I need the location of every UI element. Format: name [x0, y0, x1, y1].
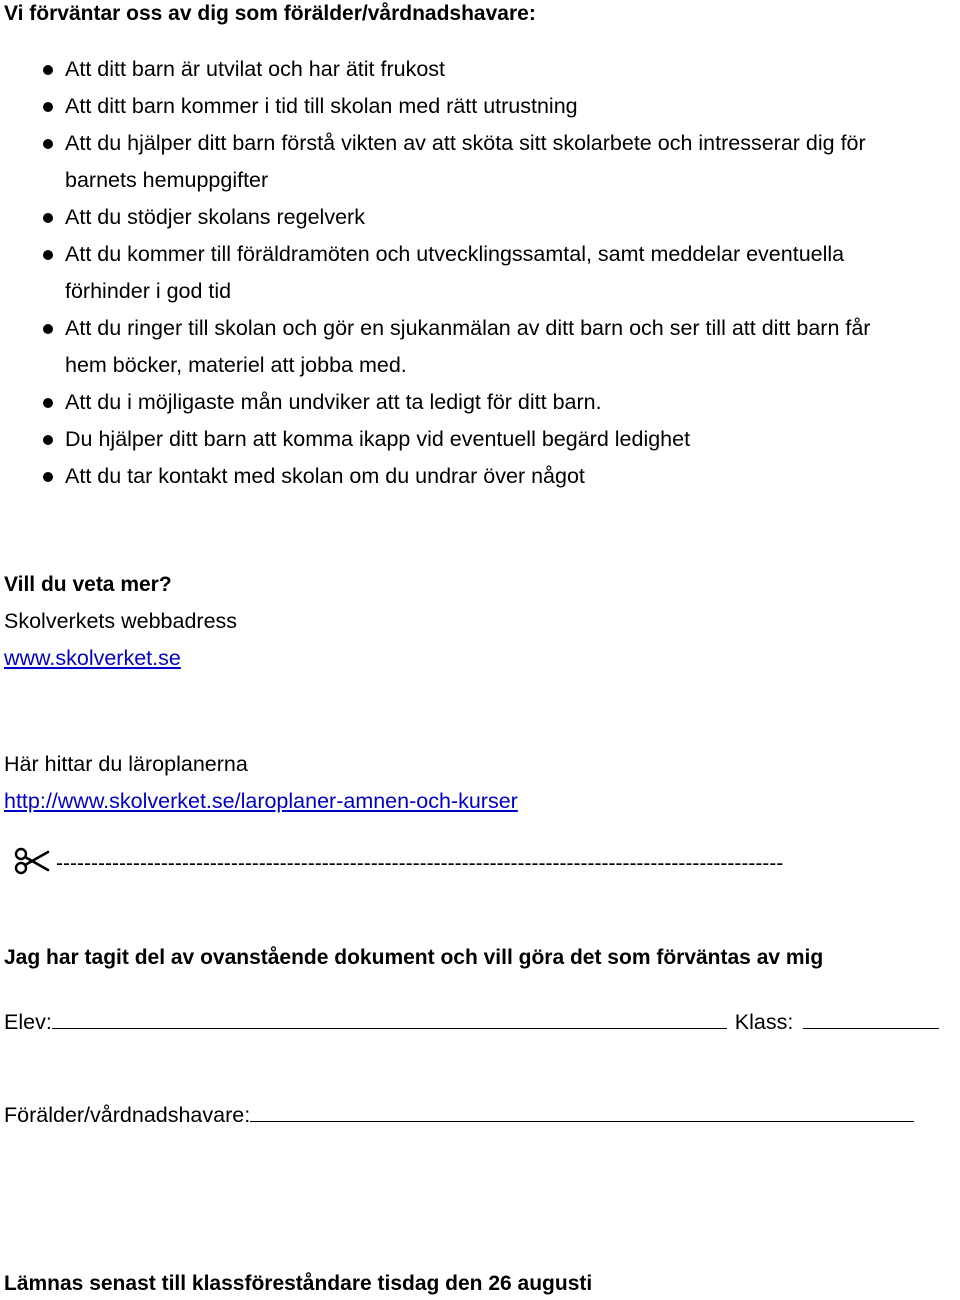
more-info-title: Vill du veta mer?: [4, 573, 172, 596]
list-item: [0, 384, 960, 421]
bullet-icon: [43, 435, 53, 445]
list-item-text: Du hjälper ditt barn att komma ikapp vid eventuell begärd ledighet: [65, 427, 691, 451]
list-item: [0, 236, 960, 310]
list-item-text: Att du tar kontakt med skolan om du undrar över något: [65, 464, 585, 488]
list-item-text: Att du stödjer skolans regelverk: [65, 205, 365, 229]
cut-line: --------------------------------------------------------------------------------------------------------: [56, 852, 784, 875]
guardian-label: Förälder/vårdnadshavare:: [4, 1103, 251, 1127]
list-item: [0, 458, 960, 495]
guardian-row: [4, 1099, 914, 1129]
list-item-text-continued: förhinder i god tid: [65, 279, 232, 303]
expectations-list: [0, 51, 960, 495]
bullet-icon: [43, 472, 53, 482]
acknowledgement-statement: Jag har tagit del av ovanstående dokument och vill göra det som förväntas av mig: [4, 946, 824, 969]
bullet-icon: [43, 65, 53, 75]
list-item-text: Att du ringer till skolan och gör en sjukanmälan av ditt barn och ser till att ditt barn får: [65, 316, 871, 340]
curriculum-label: Här hittar du läroplanerna: [4, 752, 248, 776]
list-item-text: Att du i möjligaste mån undviker att ta ledigt för ditt barn.: [65, 390, 602, 414]
bullet-icon: [43, 324, 53, 334]
student-label: Elev:: [4, 1010, 52, 1034]
bullet-icon: [43, 398, 53, 408]
scissors-icon: [14, 846, 50, 876]
list-item-text: Att ditt barn är utvilat och har ätit frukost: [65, 57, 446, 81]
bullet-icon: [43, 139, 53, 149]
web-address-label: Skolverkets webbadress: [4, 609, 238, 633]
class-label: Klass:: [734, 1010, 794, 1034]
list-item: [0, 310, 960, 384]
guardian-field[interactable]: [250, 1099, 914, 1122]
list-item-text: Att du kommer till föräldramöten och utvecklingssamtal, samt meddelar eventuella: [65, 242, 845, 266]
list-item: [0, 88, 960, 125]
list-item-text: Att ditt barn kommer i tid till skolan med rätt utrustning: [65, 94, 578, 118]
list-item-text-continued: barnets hemuppgifter: [65, 168, 269, 192]
curriculum-link[interactable]: http://www.skolverket.se/laroplaner-amnen-och-kurser: [4, 789, 518, 813]
page-heading: Vi förväntar oss av dig som förälder/vårdnadshavare:: [4, 2, 536, 25]
list-item: [0, 421, 960, 458]
bullet-icon: [43, 250, 53, 260]
bullet-icon: [43, 213, 53, 223]
student-row: [4, 1006, 939, 1036]
list-item: [0, 51, 960, 88]
class-field[interactable]: [803, 1006, 939, 1029]
deadline-note: Lämnas senast till klassföreståndare tisdag den 26 augusti: [4, 1272, 593, 1295]
list-item-text-continued: hem böcker, materiel att jobba med.: [65, 353, 407, 377]
student-field[interactable]: [52, 1006, 727, 1029]
skolverket-link[interactable]: www.skolverket.se: [4, 646, 181, 670]
list-item: [0, 199, 960, 236]
bullet-icon: [43, 102, 53, 112]
list-item: [0, 125, 960, 199]
list-item-text: Att du hjälper ditt barn förstå vikten av att sköta sitt skolarbete och intresserar dig för: [65, 131, 866, 155]
